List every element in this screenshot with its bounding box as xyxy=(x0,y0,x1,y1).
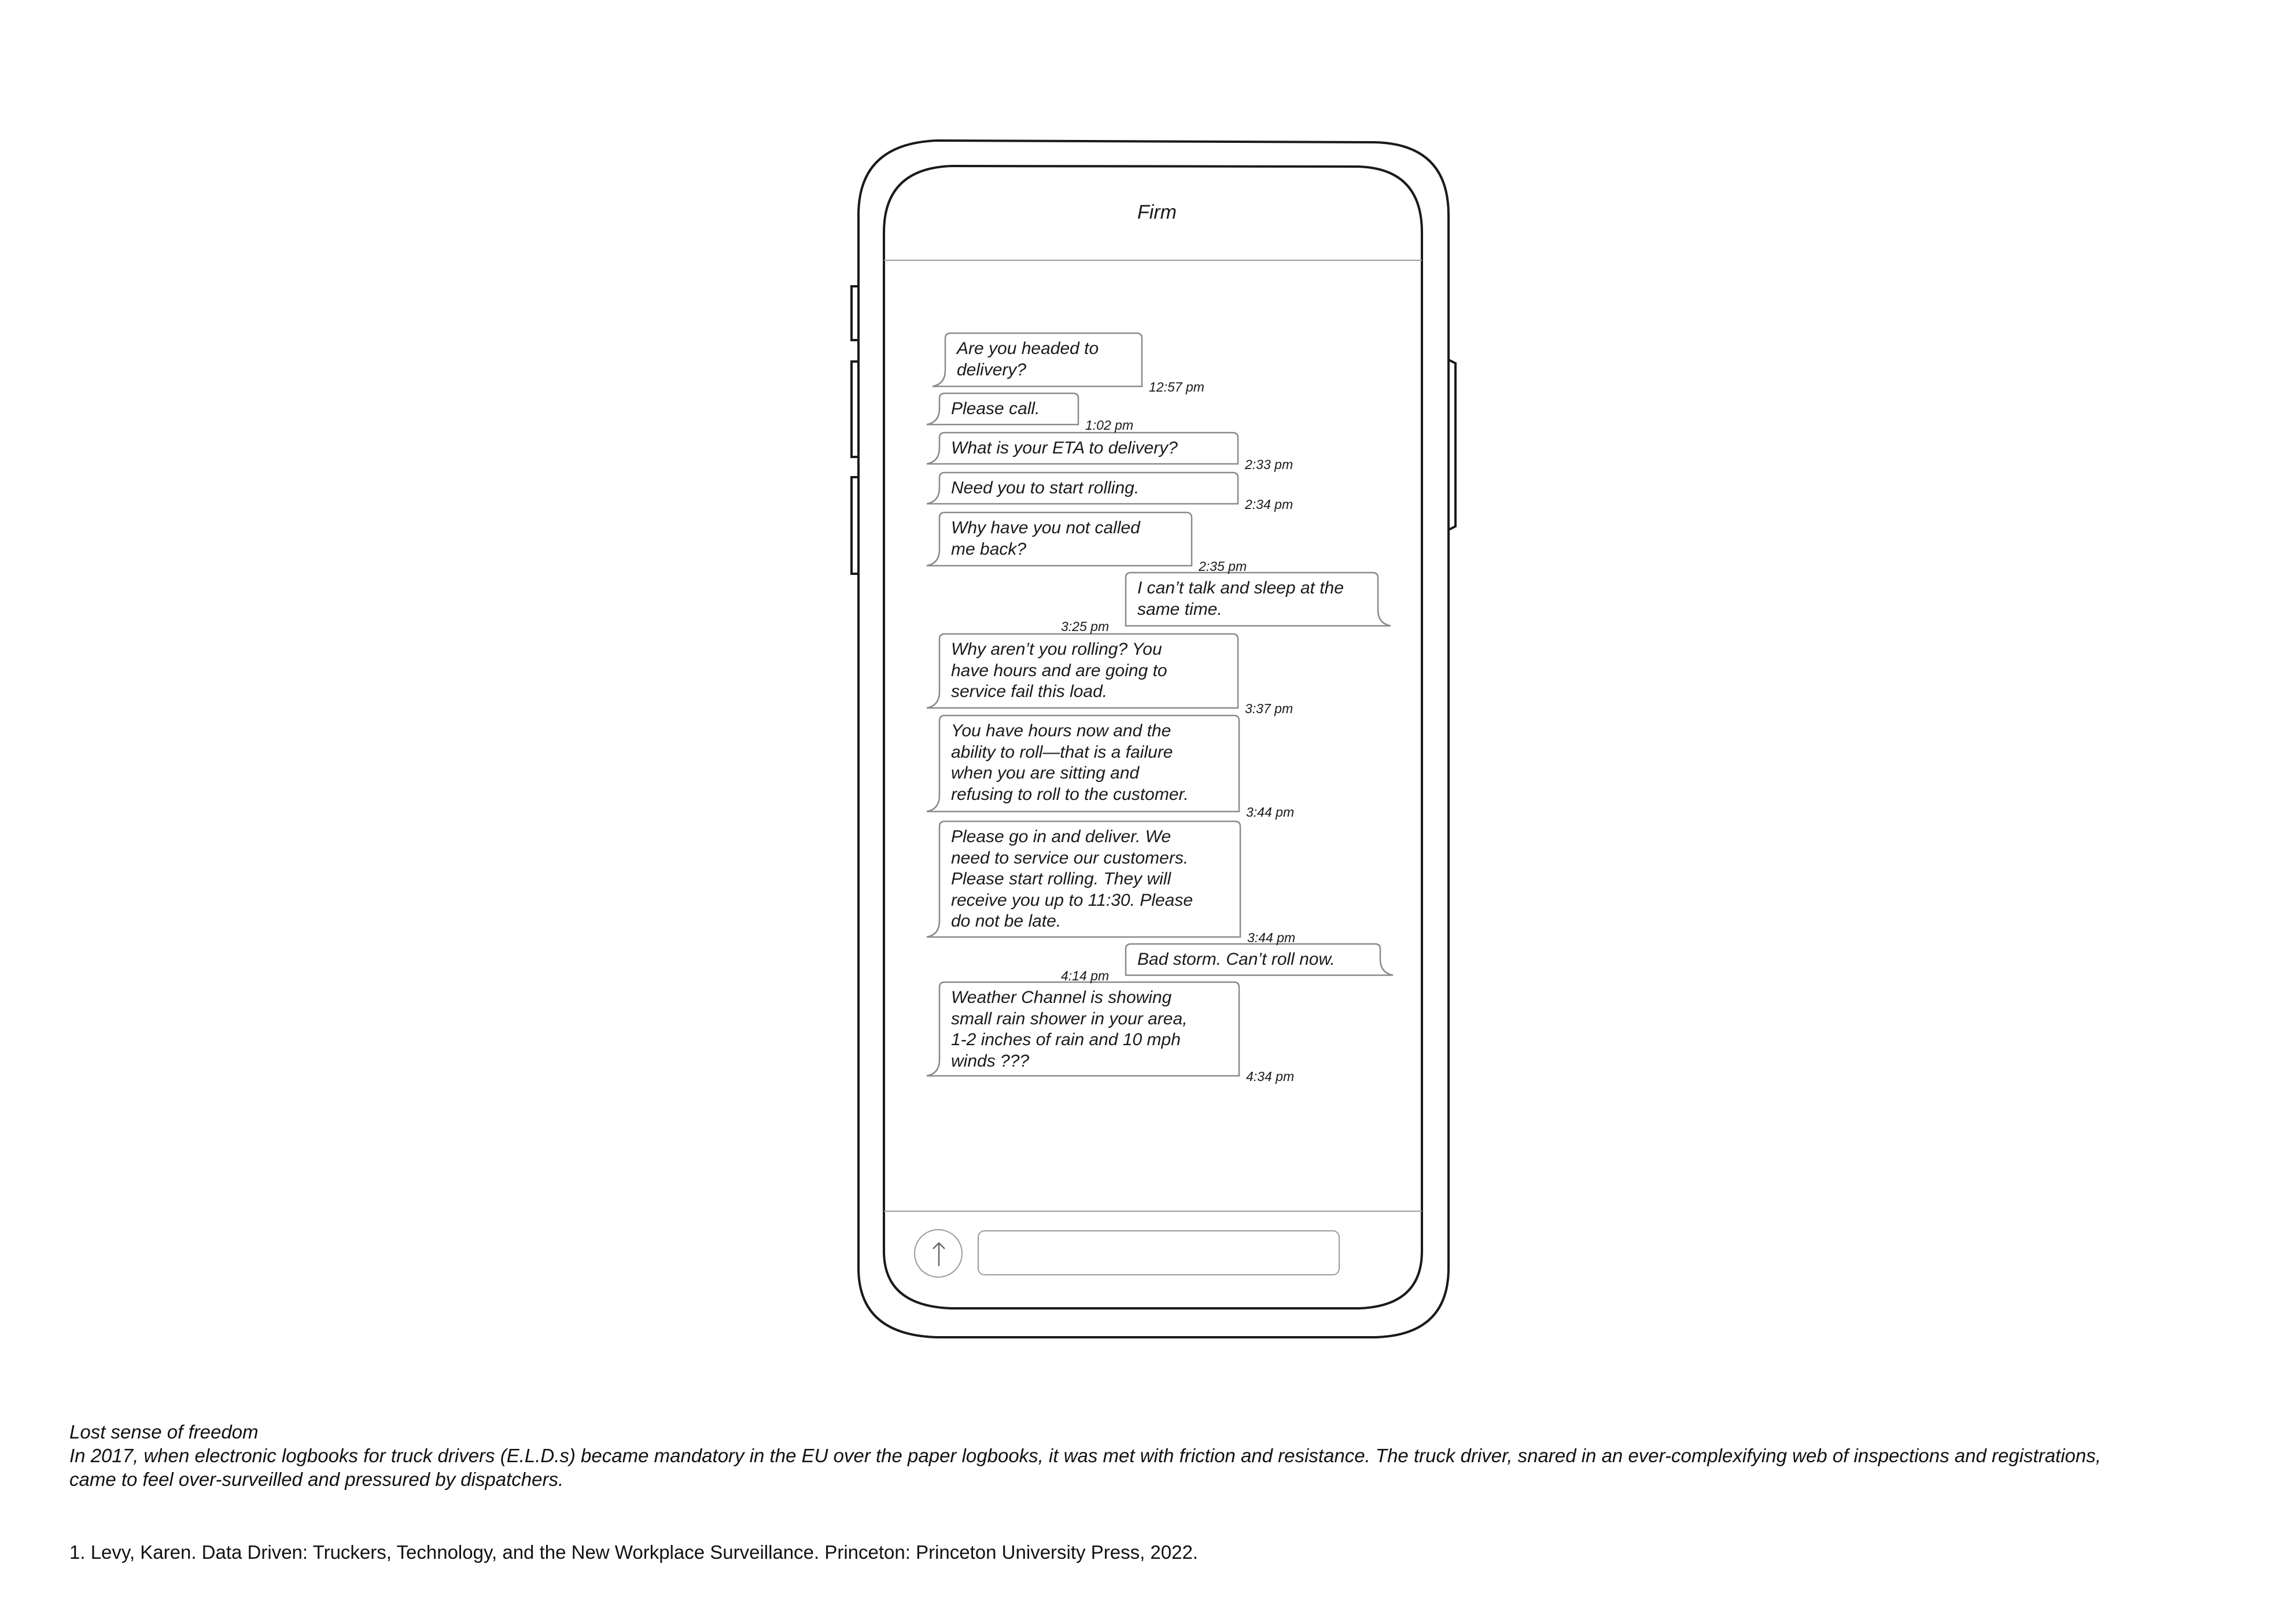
message-text-line: refusing to roll to the customer. xyxy=(951,784,1189,804)
message-text-line: What is your ETA to delivery? xyxy=(951,438,1178,458)
message-text-line: same time. xyxy=(1137,599,1222,619)
message-text-line: Weather Channel is showing xyxy=(951,988,1172,1007)
message-text-line: receive you up to 11:30. Please xyxy=(951,890,1193,910)
message-timestamp: 3:44 pm xyxy=(1246,805,1295,820)
message-timestamp: 3:44 pm xyxy=(1247,930,1296,945)
message-text-line: service fail this load. xyxy=(951,682,1108,701)
message-text-line: Please start rolling. They will xyxy=(951,869,1171,888)
message-text-line: have hours and are going to xyxy=(951,661,1167,680)
received-message-bubble xyxy=(939,634,1238,708)
message-text-line: me back? xyxy=(951,539,1027,559)
message-timestamp: 4:34 pm xyxy=(1246,1069,1295,1084)
caption-line: In 2017, when electronic logbooks for truck drivers (E.L.D.s) became mandatory in the EU over the paper logbooks, it was met with friction and resistance. The truck driver, snared in an ever-complexifying web of inspections and registrations, xyxy=(69,1445,2101,1466)
chat-title: Firm xyxy=(1137,201,1177,223)
message-text-line: You have hours now and the xyxy=(951,721,1171,740)
arrow-up-icon xyxy=(915,1230,964,1279)
message-timestamp: 3:37 pm xyxy=(1245,701,1293,716)
message-timestamp: 1:02 pm xyxy=(1085,418,1134,433)
message-text-line: Need you to start rolling. xyxy=(951,478,1140,497)
caption-line: came to feel over-surveilled and pressured by dispatchers. xyxy=(69,1469,564,1490)
message-timestamp: 3:25 pm xyxy=(1061,619,1110,634)
received-message-bubble xyxy=(939,393,1078,425)
received-message-bubble xyxy=(939,715,1239,812)
received-message-bubble xyxy=(939,512,1192,566)
message-timestamp: 2:35 pm xyxy=(1199,559,1247,574)
caption xyxy=(69,1420,2245,1491)
sent-message-bubble xyxy=(1126,573,1378,626)
reference-citation: 1. Levy, Karen. Data Driven: Truckers, Technology, and the New Workplace Surveillance. Princeton: Princeton University Press, 2022. xyxy=(69,1541,1198,1563)
message-text-line: do not be late. xyxy=(951,912,1062,931)
message-text-line: Why aren’t you rolling? You xyxy=(951,640,1162,659)
sent-message-bubble xyxy=(1126,944,1380,975)
message-text-line: when you are sitting and xyxy=(951,763,1140,783)
message-text-line: Why have you not called xyxy=(951,518,1140,537)
message-text-line: need to service our customers. xyxy=(951,848,1189,868)
message-text-line: ability to roll—that is a failure xyxy=(951,742,1173,762)
message-text-line: delivery? xyxy=(957,360,1027,379)
received-message-bubble xyxy=(939,982,1239,1076)
message-text-line: Bad storm. Can’t roll now. xyxy=(1137,950,1335,969)
message-text-line: I can’t talk and sleep at the xyxy=(1137,578,1344,597)
send-button[interactable] xyxy=(914,1229,963,1278)
message-timestamp: 12:57 pm xyxy=(1149,379,1204,394)
message-text-line: Please go in and deliver. We xyxy=(951,827,1171,846)
message-text-line: small rain shower in your area, xyxy=(951,1009,1188,1028)
message-timestamp: 2:34 pm xyxy=(1245,497,1293,512)
received-message-bubble xyxy=(939,433,1238,464)
message-text-line: Please call. xyxy=(951,399,1040,418)
message-timestamp: 4:14 pm xyxy=(1061,968,1110,983)
message-text-line: winds ??? xyxy=(951,1051,1030,1071)
message-input[interactable] xyxy=(978,1230,1340,1275)
received-message-bubble xyxy=(945,333,1142,386)
received-message-bubble xyxy=(939,821,1240,937)
message-text-line: Are you headed to xyxy=(957,339,1099,358)
caption-title: Lost sense of freedom xyxy=(69,1421,259,1443)
received-message-bubble xyxy=(939,473,1238,504)
message-text-line: 1-2 inches of rain and 10 mph xyxy=(951,1030,1181,1049)
message-timestamp: 2:33 pm xyxy=(1245,457,1293,472)
